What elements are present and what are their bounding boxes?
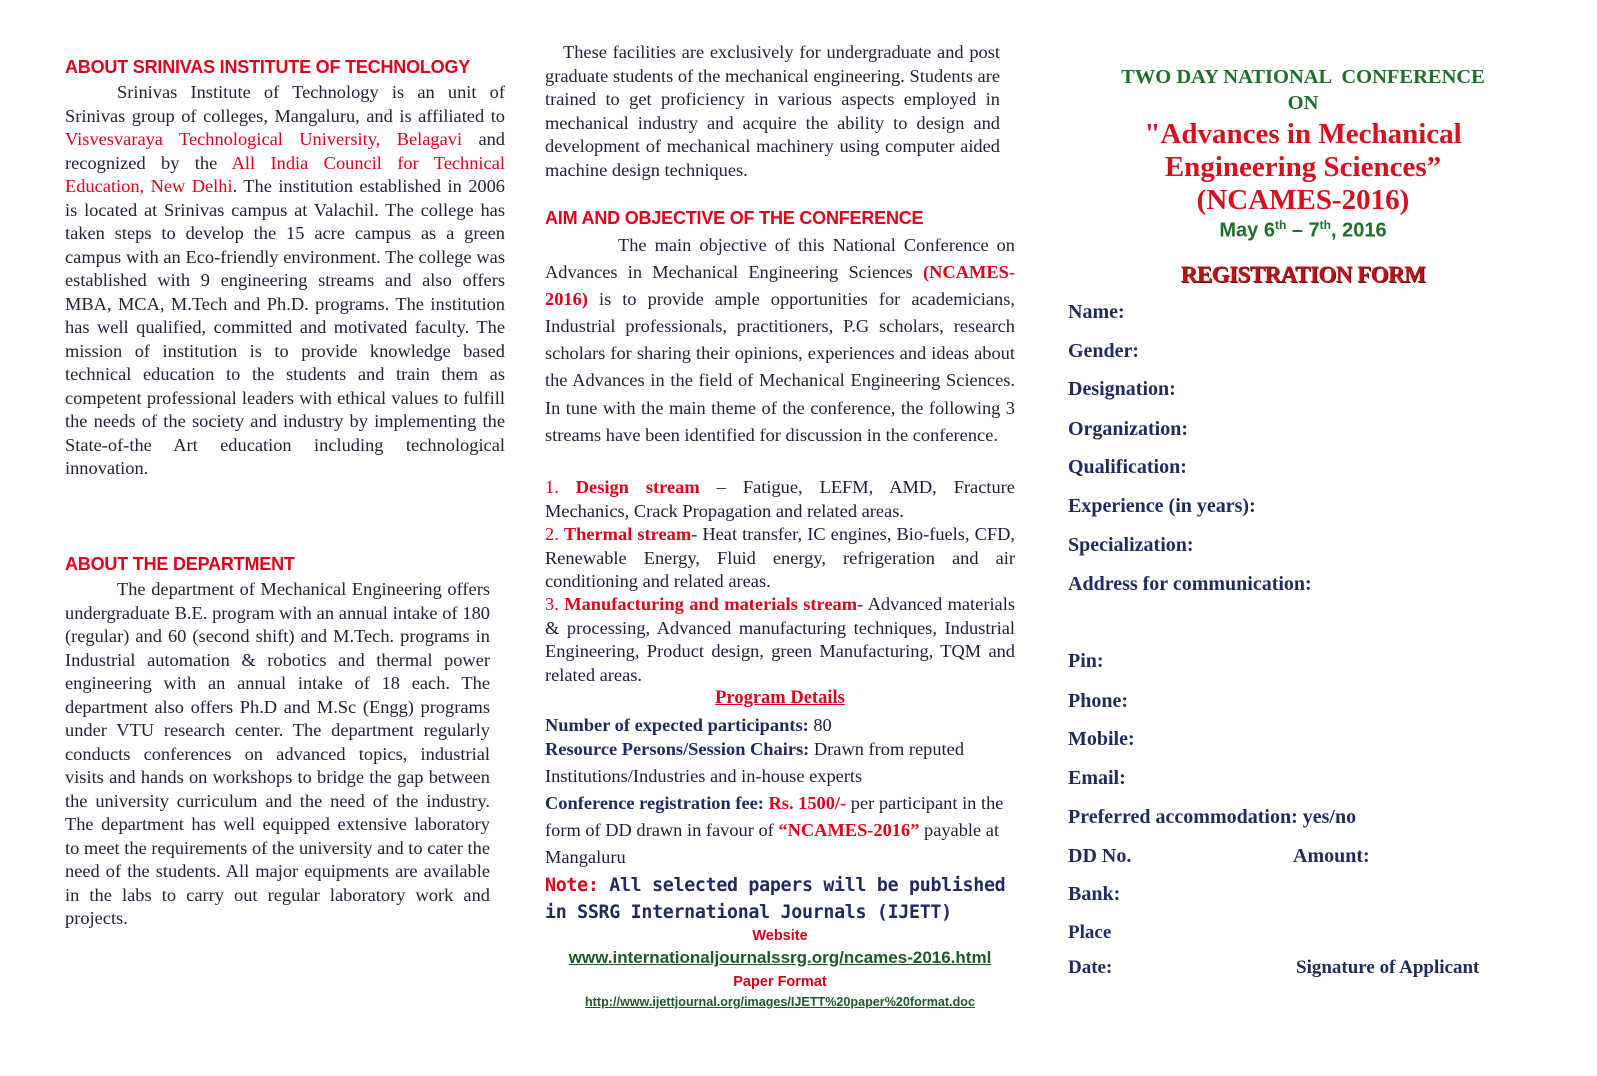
fee-text-1: per participant in the form of DD drawn in favour of	[545, 793, 1004, 840]
aim-paragraph	[545, 232, 1015, 449]
institute-text-3: . The institution established in 2006 is located at Srinivas campus at Valachil. The college has taken steps to develop the 15 acre campus as a green campus with an Eco-friendly environment. The college was established with 9 engineering streams and also offers MBA, MCA, M.Tech and Ph.D. programs. The institution has well qualified, committed and motivated faculty. The mission of institution is to provide knowledge based technical education to the students and train them as competent professional leaders with ethical values to fulfill the needs of the society and industry by implementing the State-of-the Art education including technological innovation.	[65, 176, 506, 478]
place-field-label: Place	[1068, 922, 1112, 943]
stream-text: – Fatigue, LEFM, AMD, Fracture Mechanics, Crack Propagation and related areas.	[545, 477, 1015, 521]
date-part: May 6	[1219, 219, 1275, 242]
paper-format-link[interactable]: http://www.ijettjournal.org/images/IJETT%20paper%20format.doc	[584, 995, 975, 1009]
about-institute-heading: ABOUT SRINIVAS INSTITUTE OF TECHNOLOGY	[65, 57, 471, 77]
designation-field-label: Designation:	[1068, 378, 1176, 400]
specialization-field-label: Specialization:	[1068, 534, 1194, 556]
stream-name: Manufacturing and materials stream	[564, 594, 858, 614]
stream-number: 3.	[545, 594, 559, 614]
facilities-paragraph	[545, 41, 1000, 182]
date-part: – 7	[1286, 219, 1320, 242]
institute-text-2: and recognized by the	[65, 129, 505, 173]
stream-number: 2.	[545, 524, 559, 544]
stream-item	[545, 593, 1015, 687]
address-field-label: Address for communication:	[1068, 573, 1312, 595]
conference-title	[1068, 118, 1538, 217]
stream-item	[545, 476, 1015, 523]
experience-field-label: Experience (in years):	[1068, 495, 1256, 517]
dd-number-field-label: DD No.	[1068, 845, 1132, 867]
qualification-field-label: Qualification:	[1068, 456, 1187, 478]
website-label: Website	[752, 928, 808, 944]
note-text: All selected papers will be published in SSRG International Journals (IJETT)	[545, 875, 1006, 923]
university-name: Visvesvaraya Technological University, Belagavi	[65, 129, 463, 149]
fee-favour: “NCAMES-2016”	[778, 820, 920, 840]
paper-format-label: Paper Format	[733, 974, 827, 990]
signature-field-label: Signature of Applicant	[1296, 957, 1480, 978]
registration-fee-line	[545, 790, 1015, 871]
title-line-3: (NCAMES-2016)	[1196, 184, 1410, 216]
phone-field-label: Phone:	[1068, 690, 1128, 712]
name-field-label: Name:	[1068, 301, 1125, 323]
program-details-heading: Program Details	[715, 688, 845, 708]
fee-text-2: payable at Mangaluru	[545, 820, 1000, 867]
aim-objective-heading: AIM AND OBJECTIVE OF THE CONFERENCE	[545, 208, 924, 228]
stream-name: Design stream	[575, 477, 700, 497]
conference-header	[1068, 64, 1538, 116]
stream-text: - Heat transfer, IC engines, Bio-fuels, CFD, Renewable Energy, Fluid energy, refrigeration and air conditioning and related areas.	[545, 524, 1015, 591]
fee-label: Conference registration fee:	[545, 793, 764, 813]
gender-field-label: Gender:	[1068, 340, 1140, 362]
title-line-2: Engineering Sciences”	[1164, 151, 1442, 183]
conference-type: TWO DAY NATIONAL CONFERENCE	[1121, 66, 1485, 88]
date-field-label: Date:	[1068, 957, 1113, 978]
mobile-field-label: Mobile:	[1068, 728, 1135, 750]
participants-label: Number of expected participants:	[545, 715, 809, 735]
participants-line	[545, 712, 1015, 739]
accommodation-field-label: Preferred accommodation: yes/no	[1068, 806, 1357, 828]
fee-amount: Rs. 1500/-	[763, 793, 847, 813]
amount-field-label: Amount:	[1293, 845, 1370, 867]
aicte-name: All India Council for Technical Education, New Delhi	[65, 152, 505, 196]
bank-field-label: Bank:	[1068, 883, 1121, 905]
conference-date	[1068, 218, 1538, 243]
publication-note	[545, 872, 1020, 926]
conference-acronym: (NCAMES-2016)	[545, 262, 1015, 310]
about-department-paragraph	[65, 578, 490, 931]
resource-persons-line	[545, 736, 1015, 790]
department-text: The department of Mechanical Engineering offers undergraduate B.E. program with an annual intake of 180 (regular) and 60 (second shift) and M.Tech. programs in Industrial automation & robotics and thermal power engineering with an annual intake of 18 each. The department also offers Ph.D and M.Sc (Engg) programs under VTU research center. The department regularly conducts conferences on advanced topics, industrial visits and hands on workshops to bridge the gap between the university curriculum and the need of the industry. The department has well equipped extensive laboratory to meet the requirements of the university and to cater the need of the students. All major equipments are available in the labs to carry out regular laboratory work and projects.	[65, 579, 490, 928]
date-sup: th	[1319, 218, 1331, 232]
about-institute-paragraph	[65, 81, 505, 481]
participants-value: 80	[808, 715, 832, 735]
aim-text-1: The main objective of this National Conference on Advances in Mechanical Engineering Sciences	[545, 235, 1015, 283]
conference-on: ON	[1287, 92, 1319, 114]
stream-text: - Advanced materials & processing, Advanced manufacturing techniques, Industrial Engineering, Product design, green Manufacturing, TQM and related areas.	[545, 594, 1015, 685]
about-department-heading: ABOUT THE DEPARTMENT	[65, 554, 295, 574]
stream-number: 1.	[545, 477, 559, 497]
resource-persons-label: Resource Persons/Session Chairs:	[545, 739, 810, 759]
email-field-label: Email:	[1068, 767, 1126, 789]
website-link[interactable]: www.internationaljournalssrg.org/ncames-2016.html	[568, 948, 992, 967]
institute-text-1: Srinivas Institute of Technology is an unit of Srinivas group of colleges, Mangaluru, and is affiliated to	[65, 82, 505, 126]
stream-name: Thermal stream	[563, 524, 692, 544]
aim-text-2: is to provide ample opportunities for academicians, Industrial professionals, practitioners, P.G scholars, research scholars for sharing their opinions, experiences and ideas about the Advances in the field of Mechanical Engineering Sciences. In tune with the main theme of the conference, the following 3 streams have been identified for discussion in the conference.	[545, 289, 1015, 445]
resource-persons-value: Drawn from reputed Institutions/Industries and in-house experts	[545, 739, 965, 786]
date-sup: th	[1274, 218, 1287, 232]
organization-field-label: Organization:	[1068, 418, 1188, 440]
registration-form-title: REGISTRATION FORM	[1180, 262, 1426, 287]
date-part: , 2016	[1331, 219, 1387, 242]
title-line-1: "Advances in Mechanical	[1144, 118, 1462, 150]
stream-item	[545, 523, 1015, 594]
note-label: Note:	[545, 875, 599, 896]
pin-field-label: Pin:	[1068, 650, 1104, 672]
facilities-text: These facilities are exclusively for undergraduate and post graduate students of the mechanical engineering. Students are trained to get proficiency in various aspects employed in mechanical industry and acquire the ability to design and development of mechanical machinery using computer aided machine design techniques.	[545, 42, 1000, 180]
